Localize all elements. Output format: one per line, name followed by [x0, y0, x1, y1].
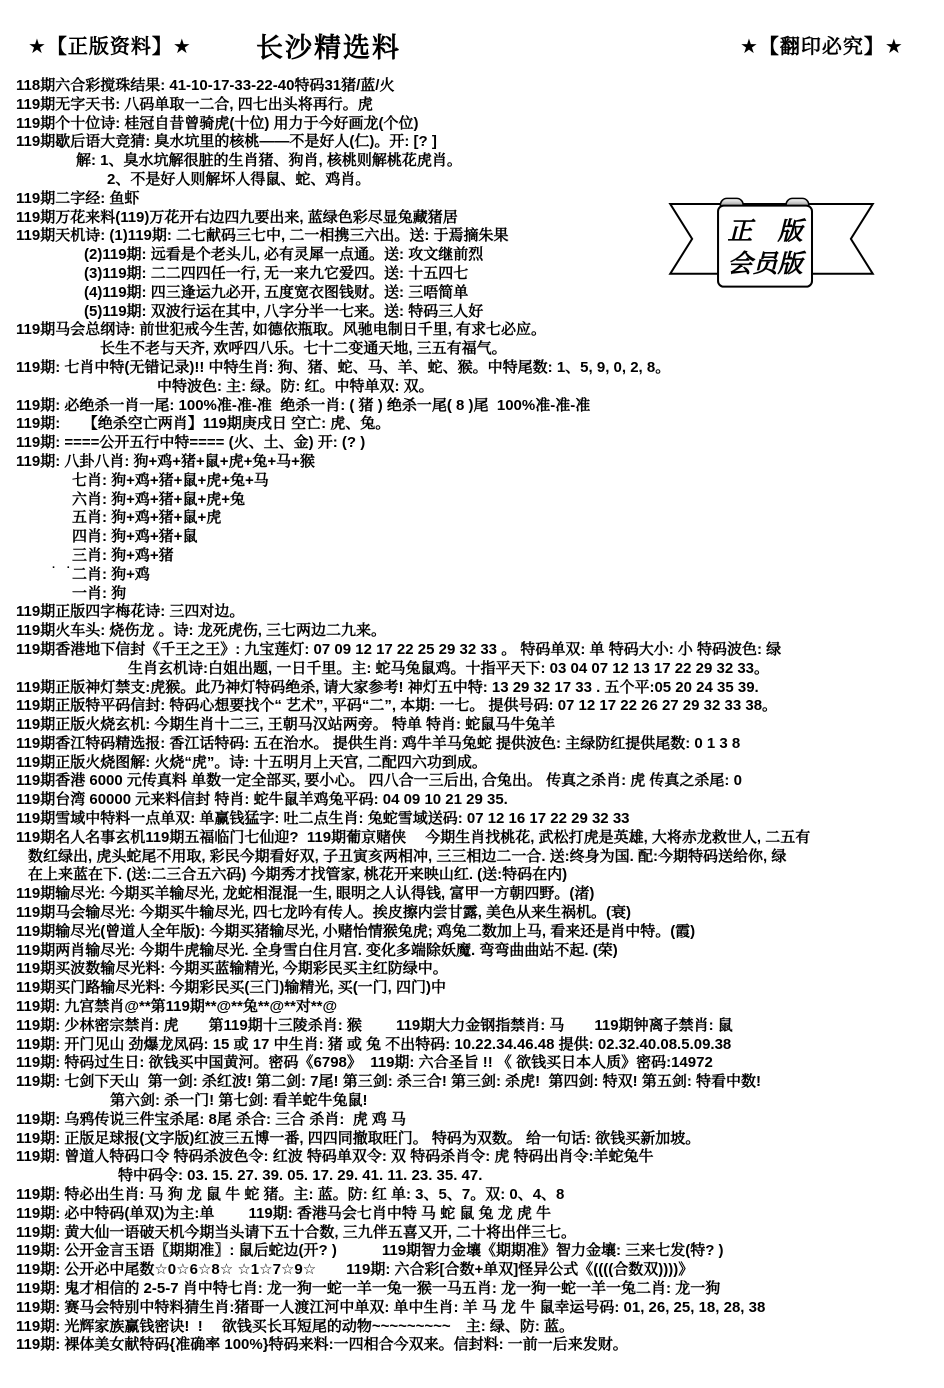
doc-line: 119期香江特码精选报: 香江话特码: 五在治水。 提供生肖: 鸡牛羊马兔蛇 提供波色: 主绿防红提供尾数: 0 1 3 8 — [16, 734, 741, 752]
doc-line: 119期万花来料(119)万花开右边四九要出来, 蓝绿色彩尽显兔藏猪居 — [16, 208, 458, 226]
doc-line: 119期: 少林密宗禁肖: 虎 第119期十三陵杀肖: 猴 119期大力金钢指禁肖: 马 119期钟离子禁肖: 鼠 — [16, 1016, 733, 1034]
doc-line: 119期正版四字梅花诗: 三四对边。 — [16, 603, 245, 621]
member-edition-ribbon — [650, 194, 893, 304]
ribbon-text-line2: 会员版 — [727, 248, 803, 279]
doc-line: 119期买波数输尽光料: 今期买蓝输精光, 今期彩民买主红防绿中。 — [16, 960, 448, 978]
doc-line: 119期: 【绝杀空亡两肖】119期庚戌日 空亡: 虎、兔。 — [16, 415, 391, 433]
doc-line: 119期正版火烧玄机: 今期生肖十二三, 王朝马汉站两旁。 特单 特肖: 蛇鼠马牛兔羊 — [16, 716, 556, 734]
doc-line: 119期: 特码过生日: 欲钱买中国黄河。密码《6798》 119期: 六合圣旨 !! 《 欲钱买日本人质》密码:14972 — [16, 1054, 713, 1072]
doc-line: 五肖: 狗+鸡+猪+鼠+虎 — [72, 509, 222, 527]
header-right-label: ★【翻印必究】★ — [740, 36, 904, 58]
doc-line: 119期: 正版足球报(文字版)红波三五博一番, 四四同撤取旺门。 特码为双数。 给一句话: 欲钱买新加坡。 — [16, 1129, 701, 1147]
doc-line: 119期买门路输尽光料: 今期彩民买(三门)输精光, 买(一门, 四门)中 — [16, 979, 447, 997]
doc-line: 四肖: 狗+鸡+猪+鼠 — [72, 528, 198, 546]
doc-line: 119期马会输尽光: 今期买牛输尽光, 四七龙吟有传人。挨皮擦内尝甘露, 美色从来生祸机。(衰) — [16, 904, 632, 922]
doc-line: 119期无字天书: 八码单取一二合, 四七出头将再行。虎 — [16, 95, 373, 113]
doc-line: 119期: 公开必中尾数☆0☆6☆8☆ ☆1☆7☆9☆ 119期: 六合彩[合数+单双]怪异公式《((((合数双))))》 — [16, 1261, 694, 1279]
doc-line: 119期二字经: 鱼虾 — [16, 189, 140, 207]
doc-line: 119期雪域中特料一点单双: 单赢钱猛字: 吐二点生肖: 兔蛇雪域送码: 07 12 16 17 22 29 32 33 — [16, 810, 630, 828]
doc-line: (3)119期: 二二四四任一行, 无一来九它爱四。送: 十五四七 — [84, 264, 469, 282]
doc-line: 119期马会总纲诗: 前世犯戒今生苦, 如德依瓶取。风驰电制日千里, 有求七必应。 — [16, 321, 547, 339]
doc-line: 119期: 开门见山 劲爆龙凤码: 15 或 17 中生肖: 猪 或 兔 不出特码: 10.22.34.46.48 提供: 02.32.40.08.5.09.38 — [16, 1035, 732, 1053]
doc-line: 七肖: 狗+鸡+猪+鼠+虎+兔+马 — [72, 471, 269, 489]
doc-line: 119期: 黄大仙一语破天机今期当头请下五十合数, 三九伴五喜又开, 二十将出伴三七。 — [16, 1223, 577, 1241]
doc-line: 119期正版特平码信封: 特码心想要找个“ 艺术”, 平码“二”, 本期: 一七。 提供号码: 07 12 17 22 26 27 29 32 33 38。 — [16, 697, 778, 715]
header-left-label: ★【正版资料】★ — [28, 36, 192, 58]
doc-line: (4)119期: 四三逢运九必开, 五度宽衣图钱财。送: 三唔简单 — [84, 283, 469, 301]
doc-line: 一肖: 狗 — [72, 584, 127, 602]
doc-line: 119期: 鬼才相信的 2-5-7 肖中特七肖: 龙一狗一蛇一羊一兔一猴一马五肖: 龙一狗一蛇一羊一兔二肖: 龙一狗 — [16, 1280, 721, 1297]
doc-line: 六肖: 狗+鸡+猪+鼠+虎+兔 — [72, 490, 245, 508]
doc-line: 长生不老与天齐, 欢呼四八乐。七十二变通天地, 三五有福气。 — [100, 340, 507, 358]
doc-line: 119期: 赛马会特别中特料猜生肖:猪哥一人渡江河中单双: 单中生肖: 羊 马 龙 牛 鼠幸运号码: 01, 26, 25, 18, 28, 38 — [16, 1298, 766, 1316]
ribbon-graphic — [650, 194, 893, 304]
doc-line: 第六剑: 杀一门! 第七剑: 看羊蛇牛兔鼠! — [110, 1092, 368, 1110]
doc-line: (2)119期: 远看是个老头儿, 必有灵犀一点通。送: 攻文继前烈 — [84, 246, 484, 264]
doc-line: 119期输尽光(曾道人全年版): 今期买猪输尽光, 小赌怡情猴兔虎; 鸡兔二数加上马, 看来还是肖中特。(霞) — [16, 922, 696, 940]
doc-line: 119期: 七剑下天山 第一剑: 杀红波! 第二剑: 7尾! 第三剑: 杀三合! 第三剑: 杀虎! 第四剑: 特双! 第五剑: 特看中数! — [16, 1073, 761, 1091]
doc-line: 119期香港 6000 元传真料 单数一定全部买, 要小心。 四八合一三后出, 合兔出。 传真之杀肖: 虎 传真之杀尾: 0 — [16, 772, 742, 790]
doc-line: 119期: 八卦八肖: 狗+鸡+猪+鼠+虎+兔+马+猴 — [16, 452, 315, 470]
doc-line: 119期输尽光: 今期买羊输尽光, 龙蛇相混混一生, 眼明之人认得钱, 富甲一方朝四野。(渚) — [16, 885, 595, 903]
doc-line: 119期: 公开金言玉语〖期期准〗: 鼠后蛇边(开? ) 119期智力金壤《期期准》智力金壤: 三来七发(特? ) — [16, 1242, 724, 1260]
doc-line: 119期台湾 60000 元来料信封 特肖: 蛇牛鼠羊鸡兔平码: 04 09 10 21 29 35. — [16, 791, 508, 809]
doc-line: 中特波色: 主: 绿。防: 红。中特单双: 双。 — [157, 377, 434, 395]
doc-line: 119期: 乌鸦传说三件宝杀尾: 8尾 杀合: 三合 杀肖: 虎 鸡 马 — [16, 1110, 407, 1128]
doc-line: 119期: 必中特码(单双)为主:单 119期: 香港马会七肖中特 马 蛇 鼠 兔 龙 虎 牛 — [16, 1204, 552, 1222]
doc-line: 2、不是好人则解坏人得鼠、蛇、鸡肖。 — [107, 170, 371, 188]
page-header — [0, 26, 944, 63]
doc-line: 119期名人名事玄机119期五福临门七仙迎? 119期葡京赌侠 今期生肖找桃花, 武松打虎是英雄, 大将赤龙救世人, 二五有 — [16, 828, 811, 846]
doc-line: 119期正版火烧图解: 火烧“虎”。诗: 十五明月上天宫, 二配四六功到成。 — [16, 753, 487, 771]
doc-line: 生肖玄机诗:白姐出题, 一日千里。主: 蛇马兔鼠鸡。十指平天下: 03 04 07 12 13 17 22 29 32 33。 — [128, 659, 770, 677]
doc-line: 119期: 七肖中特(无错记录)!! 中特生肖: 狗、猪、蛇、马、羊、蛇、猴。中特尾数: 1、5, 9, 0, 2, 8。 — [16, 358, 671, 376]
doc-line: 119期正版神灯禁支:虎猴。此乃神灯特码绝杀, 请大家参考! 神灯五中特: 13 29 32 17 33 . 五个平:05 20 24 35 39. — [16, 678, 759, 696]
doc-line: 二肖: 狗+鸡 — [72, 565, 150, 583]
stray-marks: · · — [52, 562, 75, 574]
doc-line: 119期: 必绝杀一肖一尾: 100%准-准-准 绝杀一肖: ( 猪 ) 绝杀一尾( 8 )尾 100%准-准-准 — [16, 396, 591, 414]
ribbon-text-line1: 正 版 — [727, 215, 803, 246]
doc-line: 119期: 九宫禁肖@**第119期**@**兔**@**对**@ — [16, 998, 338, 1016]
doc-line: 119期歇后语大竞猜: 臭水坑里的核桃——不是好人(仁)。开: [? ] — [16, 133, 437, 151]
doc-line: 119期: 光辉家族赢钱密诀! ! 欲钱买长耳短尾的动物~~~~~~~~~ 主: 绿、防: 蓝。 — [16, 1317, 575, 1335]
doc-line: 119期: 特必出生肖: 马 狗 龙 鼠 牛 蛇 猪。主: 蓝。防: 红 单: 3、5、7。双: 0、4、8 — [16, 1186, 565, 1204]
doc-line: 119期: 裸体美女献特码{准确率 100%}特码来料:一四相合今双来。信封料: 一前一后来发财。 — [16, 1336, 628, 1354]
doc-line: 119期天机诗: (1)119期: 二七献码三七中, 二一相携三六出。送: 于焉摘朱果 — [16, 227, 509, 245]
doc-line: 119期两肖输尽光: 今期牛虎输尽光. 全身雪白住月宫. 变化多端除妖魔. 弯弯曲曲站不起. (荣) — [16, 941, 618, 959]
doc-line: 118期六合彩搅珠结果: 41-10-17-33-22-40特码31猪/蓝/火 — [16, 77, 395, 94]
doc-line: 119期香港地下信封《千王之王》: 九宝莲灯: 07 09 12 17 22 25 29 32 33 。 特码单双: 单 特码大小: 小 特码波色: 绿 — [16, 640, 782, 658]
doc-line: 119期: ====公开五行中特==== (火、土、金) 开: (? ) — [16, 434, 366, 452]
doc-line: 特中码令: 03. 15. 27. 39. 05. 17. 29. 41. 11. 23. 35. 47. — [118, 1167, 483, 1185]
doc-line: (5)119期: 双波行运在其中, 八字分半一七来。送: 特码三人好 — [84, 302, 484, 320]
doc-line: 119期火车头: 烧伤龙 。诗: 龙死虎伤, 三七两边二九来。 — [16, 622, 387, 640]
doc-line: 119期: 曾道人特码口令 特码杀波色令: 红波 特码单双令: 双 特码杀肖令: 虎 特码出肖令:羊蛇兔牛 — [16, 1148, 654, 1166]
doc-line: 数红绿出, 虎头蛇尾不用取, 彩民今期看好双, 子丑寅亥两相冲, 三三相边二一合. 送:终身为国. 配:今期特码送给你, 绿 — [28, 847, 787, 865]
doc-line: 三肖: 狗+鸡+猪 — [72, 546, 174, 564]
doc-line: 在上来蓝在下. (送:二三合五六码) 今期秀才找管家, 桃花开来映山红. (送:特码在内) — [28, 866, 568, 884]
page-title: 长沙精选料 — [256, 33, 401, 63]
doc-line: 解: 1、臭水坑解很脏的生肖猪、狗肖, 核桃则解桃花虎肖。 — [76, 152, 462, 170]
doc-line: 119期个十位诗: 桂冠自昔曾骑虎(十位) 用力于今好画龙(个位) — [16, 114, 419, 132]
